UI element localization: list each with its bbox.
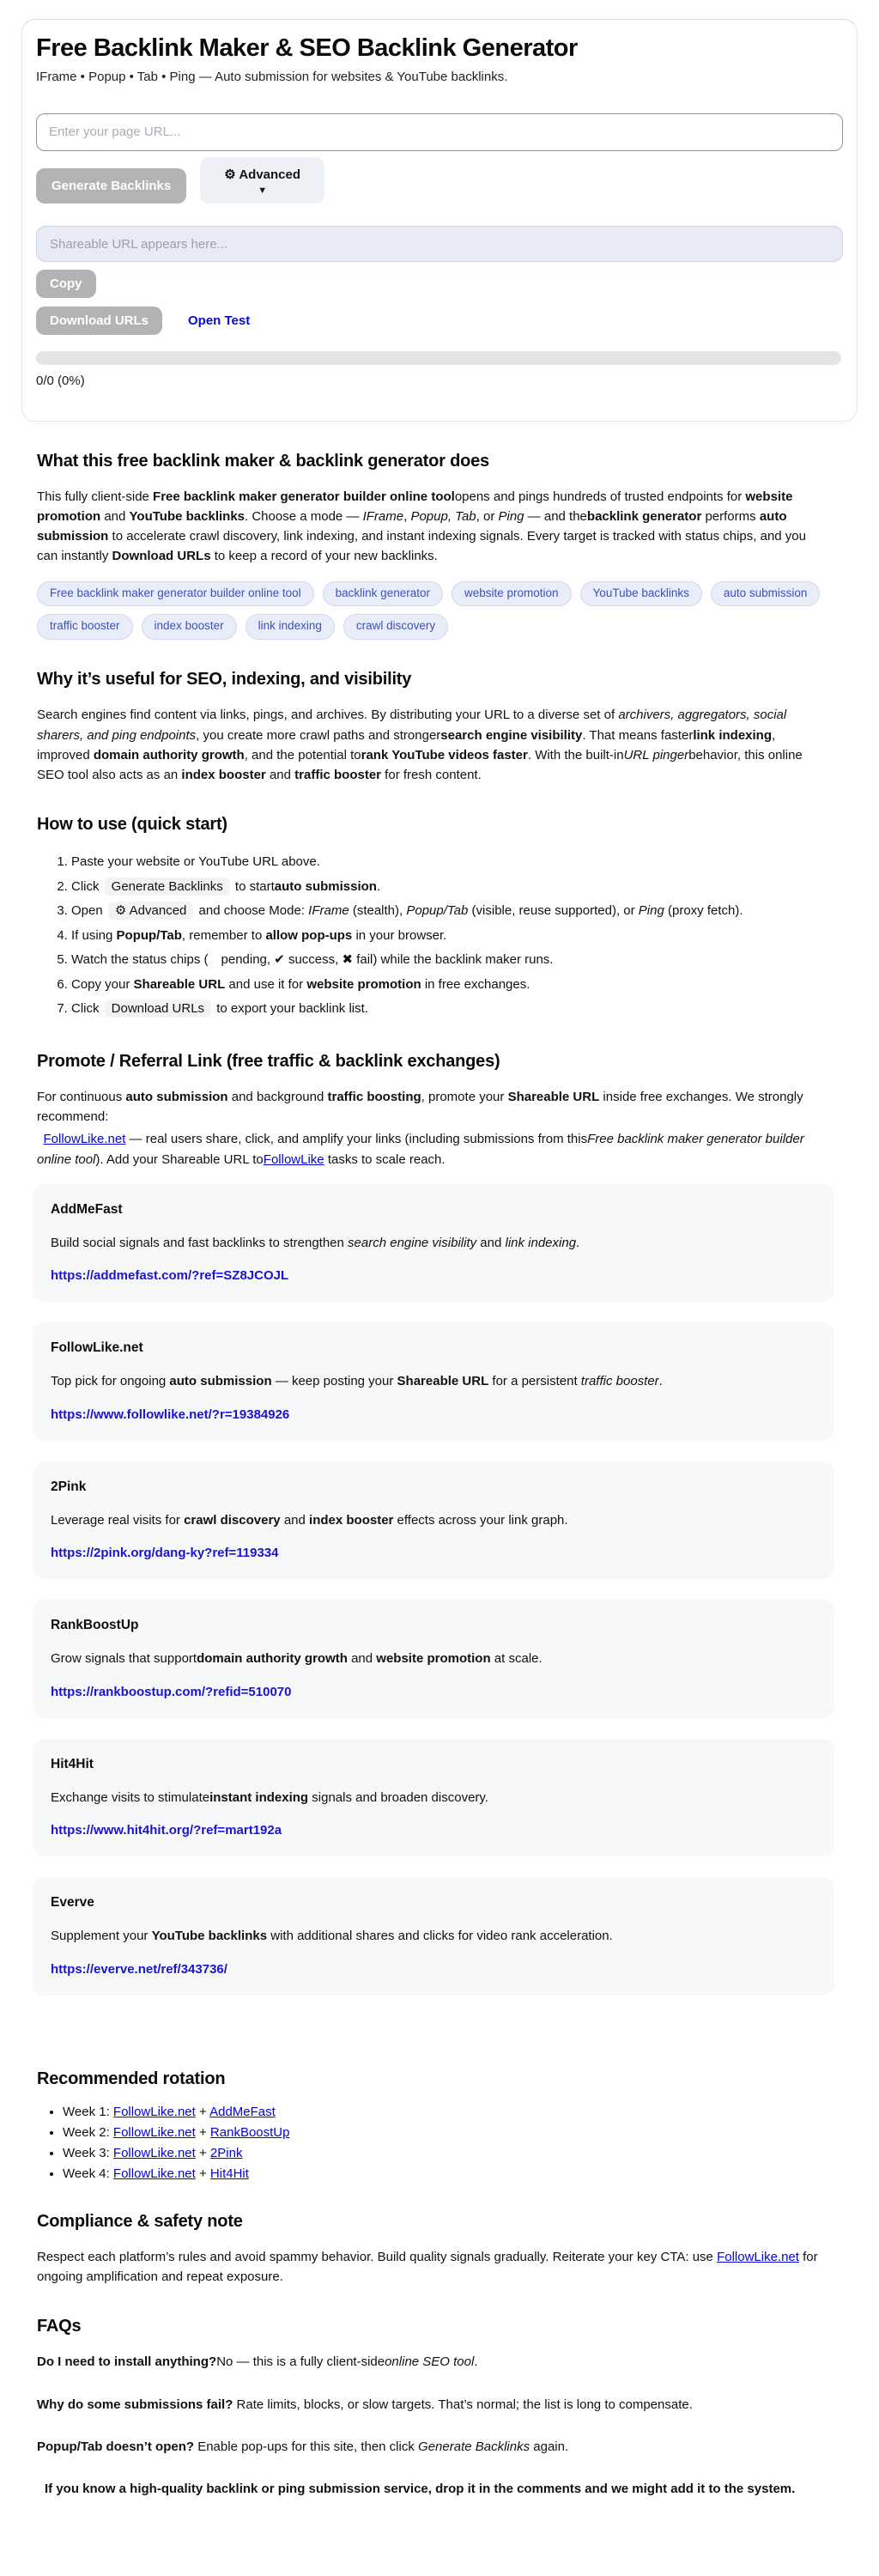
open-test-link[interactable]: Open Test: [188, 313, 251, 329]
keyword-chips: [37, 581, 829, 641]
advanced-toggle[interactable]: [200, 157, 324, 204]
url-input[interactable]: [36, 113, 843, 151]
rankboostup-link[interactable]: RankBoostUp: [209, 2124, 290, 2140]
referral-card: [33, 1461, 834, 1580]
referral-name: Hit4Hit: [51, 1756, 94, 1771]
section-heading-faqs: FAQs: [37, 2317, 82, 2336]
rotation-item: • Week 4: FollowLike.net + Hit4Hit: [63, 2166, 829, 2182]
2pink-link[interactable]: 2Pink: [209, 2145, 243, 2160]
referral-url-link[interactable]: https://2pink.org/dang-ky?ref=119334: [51, 1546, 279, 1561]
followlike-link[interactable]: FollowLike.net: [112, 2124, 196, 2140]
generate-backlinks-button[interactable]: Generate Backlinks: [36, 168, 186, 204]
section-heading-howto: How to use (quick start): [37, 815, 227, 835]
keyword-chip: YouTube backlinks: [580, 581, 702, 607]
promote-recommendation: FollowLike.net — real users share, click, and amplify your links (including submissions from thisFree backlink maker generator builder online tool). Add your Shareable URL toFollowLike tasks to scale reach.: [37, 1132, 804, 1167]
intro-paragraph: This fully client-side Free backlink maker generator builder online toolopens and pings hundreds of trusted endpoints for website promotion and YouTube backlinks. Choose a mode — IFrame, Popup, Tab, or Ping — and thebacklink generator performs auto submission to accelerate crawl discovery, link indexing, and instant indexing signals. Every target is tracked with status chips, and you can instantly Download URLs to keep a record of your new backlinks.: [37, 489, 806, 564]
gear-icon: ⚙: [224, 167, 236, 182]
keyword-chip: backlink generator: [323, 581, 443, 607]
promote-paragraph: For continuous auto submission and background traffic boosting, promote your Shareable URL inside free exchanges. We strongly recommend:: [37, 1089, 803, 1125]
section-heading-promote: Promote / Referral Link (free traffic & backlink exchanges): [37, 1051, 500, 1071]
faq-item: Why do some submissions fail? Rate limits, blocks, or slow targets. That’s normal; the list is long to compensate.: [37, 2397, 693, 2412]
rotation-item: • Week 1: FollowLike.net + AddMeFast: [63, 2105, 829, 2120]
addmefast-link[interactable]: AddMeFast: [209, 2104, 276, 2119]
howto-step: 5. Watch the status chips ( pending, ✔ success, ✖ fail) while the backlink maker runs.: [71, 948, 829, 973]
faq-closing: If you know a high-quality backlink or ping submission service, drop it in the comments and we might add it to the system.: [45, 2482, 796, 2497]
referral-card: [33, 1739, 834, 1857]
hit4hit-link[interactable]: Hit4Hit: [209, 2166, 249, 2181]
keyword-chip: auto submission: [711, 581, 821, 607]
referral-card: [33, 1322, 834, 1441]
howto-step: 1. Paste your website or YouTube URL above.: [71, 850, 829, 875]
referral-card: [33, 1600, 834, 1718]
referral-url-link[interactable]: https://everve.net/ref/343736/: [51, 1961, 227, 1977]
howto-step: 3. Open ⚙ Advanced and choose Mode: IFrame (stealth), Popup/Tab (visible, reuse supported), or Ping (proxy fetch).: [71, 899, 829, 924]
caret-down-icon: ▼: [258, 185, 268, 196]
faq-item: Do I need to install anything?No — this is a fully client-sideonline SEO tool.: [37, 2354, 478, 2370]
referral-desc: Leverage real visits for crawl discovery and index booster effects across your link graph.: [51, 1512, 568, 1528]
download-row: [36, 307, 843, 335]
keyword-chip: link indexing: [246, 614, 335, 640]
rotation-list: [37, 2105, 829, 2182]
howto-step: 7. Click Download URLs to export your backlink list.: [71, 997, 829, 1022]
followlike-link[interactable]: FollowLike: [263, 1151, 324, 1167]
referral-card: [33, 1877, 834, 1996]
section-heading-why: Why it’s useful for SEO, indexing, and visibility: [37, 670, 412, 690]
followlike-link[interactable]: FollowLike.net: [112, 2166, 196, 2181]
referral-url-link[interactable]: https://www.followlike.net/?r=19384926: [51, 1406, 290, 1422]
howto-list: [37, 850, 829, 1022]
keyword-chip: traffic booster: [37, 614, 133, 640]
referral-desc: Top pick for ongoing auto submission — keep posting your Shareable URL for a persistent traffic booster.: [51, 1374, 663, 1389]
section-heading-compliance: Compliance & safety note: [37, 2211, 243, 2231]
referral-desc: Build social signals and fast backlinks to strengthen search engine visibility and link indexing.: [51, 1235, 580, 1250]
section-heading-rotation: Recommended rotation: [37, 2069, 226, 2088]
progress-bar: [36, 351, 841, 365]
page-subtitle: IFrame • Popup • Tab • Ping — Auto submission for websites & YouTube backlinks.: [36, 70, 508, 85]
referral-desc: Exchange visits to stimulateinstant indexing signals and broaden discovery.: [51, 1789, 488, 1805]
referral-card: [33, 1184, 834, 1303]
howto-step: 4. If using Popup/Tab, remember to allow pop-ups in your browser.: [71, 924, 829, 949]
faq-item: Popup/Tab doesn’t open? Enable pop-ups for this site, then click Generate Backlinks again.: [37, 2439, 569, 2454]
advanced-label: Advanced: [239, 167, 301, 182]
seo-article: [37, 451, 829, 2500]
keyword-chip: website promotion: [452, 581, 572, 607]
howto-step: 6. Copy your Shareable URL and use it for website promotion in free exchanges.: [71, 973, 829, 998]
referral-desc: Grow signals that supportdomain authority growth and website promotion at scale.: [51, 1651, 543, 1667]
keyword-chip: crawl discovery: [343, 614, 448, 640]
progress-counter: 0/0 (0%): [36, 374, 85, 389]
referral-name: 2Pink: [51, 1479, 87, 1494]
page-title: Free Backlink Maker & SEO Backlink Generator: [36, 34, 578, 62]
referral-name: Everve: [51, 1895, 94, 1911]
followlike-link[interactable]: FollowLike.net: [112, 2145, 196, 2160]
why-paragraph: Search engines find content via links, pings, and archives. By distributing your URL to a diverse set of archivers, aggregators, social sharers, and ping endpoints, you create more crawl paths and strongersearch engine visibility. That means fasterlink indexing, improved domain authority growth, and the potential torank YouTube videos faster. With the built-inURL pingerbehavior, this online SEO tool also acts as an index booster and traffic booster for fresh content.: [37, 708, 803, 783]
shareable-url-input[interactable]: [36, 226, 843, 262]
referral-name: FollowLike.net: [51, 1340, 143, 1356]
referral-name: RankBoostUp: [51, 1618, 139, 1633]
generate-row: [36, 157, 843, 204]
keyword-chip: Free backlink maker generator builder online tool: [37, 581, 314, 607]
keyword-chip: index booster: [142, 614, 237, 640]
howto-step: 2. Click Generate Backlinks to startauto submission.: [71, 875, 829, 900]
referral-url-link[interactable]: https://addmefast.com/?ref=SZ8JCOJL: [51, 1268, 289, 1284]
rotation-item: • Week 2: FollowLike.net + RankBoostUp: [63, 2125, 829, 2141]
referral-desc: Supplement your YouTube backlinks with additional shares and clicks for video rank acceleration.: [51, 1929, 613, 1944]
download-urls-button[interactable]: Download URLs: [36, 307, 162, 335]
compliance-paragraph: Respect each platform’s rules and avoid spammy behavior. Build quality signals gradually. Reiterate your key CTA: use FollowLike.net for ongoing amplification and repeat exposure.: [37, 2249, 818, 2285]
followlike-link[interactable]: FollowLike.net: [717, 2249, 799, 2264]
backlink-tool-card: [21, 19, 858, 422]
section-heading-what: What this free backlink maker & backlink generator does: [37, 451, 489, 471]
copy-button[interactable]: Copy: [36, 270, 96, 298]
rotation-item: • Week 3: FollowLike.net + 2Pink: [63, 2146, 829, 2161]
referral-name: AddMeFast: [51, 1201, 123, 1217]
referral-url-link[interactable]: https://www.hit4hit.org/?ref=mart192a: [51, 1823, 282, 1838]
referral-url-link[interactable]: https://rankboostup.com/?refid=510070: [51, 1684, 292, 1699]
followlike-link[interactable]: FollowLike.net: [112, 2104, 196, 2119]
followlike-link[interactable]: FollowLike.net: [43, 1132, 126, 1147]
